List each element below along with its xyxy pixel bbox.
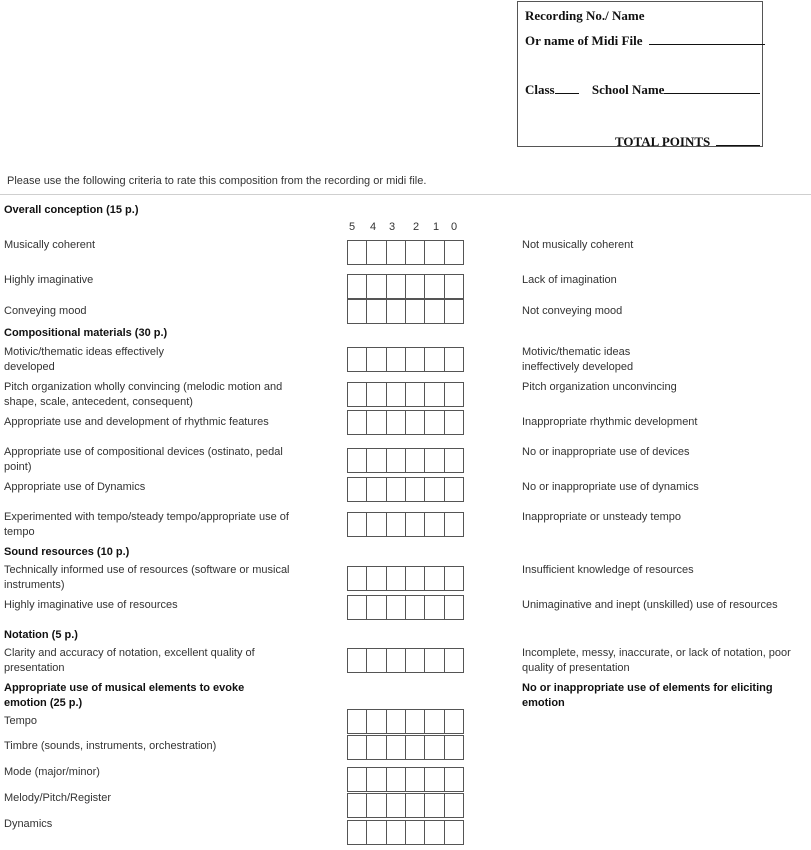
instruction-text: Please use the following criteria to rate this composition from the recording or midi file. — [7, 175, 427, 187]
rating-boxes[interactable] — [347, 410, 464, 435]
rating-boxes[interactable] — [347, 566, 464, 591]
scale-label-2: 2 — [413, 221, 420, 233]
rating-boxes[interactable] — [347, 820, 464, 845]
criterion-left: Musically coherent — [4, 239, 96, 251]
rating-boxes[interactable] — [347, 382, 464, 407]
scale-label-3: 3 — [389, 221, 396, 233]
midi-label: Or name of Midi File — [525, 33, 643, 48]
rating-boxes[interactable] — [347, 347, 464, 372]
scale-label-5: 5 — [349, 221, 356, 233]
rating-boxes[interactable] — [347, 767, 464, 792]
criterion-left: Melody/Pitch/Register — [4, 792, 111, 804]
criterion-left: Dynamics — [4, 818, 53, 830]
section-title-emotion: Appropriate use of musical elements to evoke emotion (25 p.) — [4, 682, 245, 709]
scale-label-1: 1 — [433, 221, 440, 233]
criterion-left: Tempo — [4, 715, 38, 727]
criterion-right: Inappropriate or unsteady tempo — [522, 511, 681, 523]
criterion-left: Technically informed use of resources (software or musical instruments) — [4, 564, 290, 591]
section-title-materials: Compositional materials (30 p.) — [4, 327, 168, 339]
class-field[interactable] — [555, 81, 579, 94]
criterion-left: Clarity and accuracy of notation, excellent quality of presentation — [4, 647, 255, 674]
rating-boxes[interactable] — [347, 648, 464, 673]
rating-boxes[interactable] — [347, 448, 464, 473]
criterion-left: Mode (major/minor) — [4, 766, 100, 778]
section-title-overall: Overall conception (15 p.) — [4, 204, 139, 216]
rating-boxes[interactable] — [347, 477, 464, 502]
criterion-left: Highly imaginative — [4, 274, 94, 286]
criterion-left: Appropriate use of Dynamics — [4, 481, 146, 493]
rating-boxes[interactable] — [347, 274, 464, 299]
divider — [0, 194, 811, 195]
criterion-left: Motivic/thematic ideas effectively developed — [4, 346, 164, 373]
rating-boxes[interactable] — [347, 512, 464, 537]
school-name-field[interactable] — [664, 81, 760, 94]
criterion-right: No or inappropriate use of dynamics — [522, 481, 699, 493]
school-label: School Name — [591, 82, 665, 97]
criterion-right: Lack of imagination — [522, 274, 617, 286]
total-points-field[interactable] — [716, 133, 760, 146]
criterion-left: Conveying mood — [4, 305, 87, 317]
criterion-right: Pitch organization unconvincing — [522, 381, 677, 393]
criterion-right: No or inappropriate use of devices — [522, 446, 690, 458]
header-info-box — [517, 1, 763, 147]
section-title-sound: Sound resources (10 p.) — [4, 546, 130, 558]
criterion-left: Timbre (sounds, instruments, orchestration) — [4, 740, 217, 752]
section-title-emotion-right: No or inappropriate use of elements for eliciting emotion — [522, 682, 773, 709]
class-label: Class — [525, 82, 555, 97]
scale-label-0: 0 — [451, 221, 458, 233]
total-points-label: TOTAL POINTS — [615, 134, 711, 149]
criterion-left: Appropriate use and development of rhythmic features — [4, 416, 269, 428]
midi-name-field[interactable] — [649, 32, 765, 45]
rating-boxes[interactable] — [347, 595, 464, 620]
criterion-right: Inappropriate rhythmic development — [522, 416, 698, 428]
criterion-right: Unimaginative and inept (unskilled) use of resources — [522, 599, 778, 611]
criterion-right: Not conveying mood — [522, 305, 623, 317]
criterion-left: Appropriate use of compositional devices (ostinato, pedal point) — [4, 446, 283, 473]
rating-boxes[interactable] — [347, 709, 464, 734]
criterion-right: Motivic/thematic ideas ineffectively developed — [522, 346, 634, 373]
scale-label-4: 4 — [370, 221, 377, 233]
criterion-left: Experimented with tempo/steady tempo/appropriate use of tempo — [4, 511, 289, 538]
criterion-right: Not musically coherent — [522, 239, 634, 251]
rating-boxes[interactable] — [347, 299, 464, 324]
criterion-left: Pitch organization wholly convincing (melodic motion and shape, scale, antecedent, consequent) — [4, 381, 283, 408]
rating-boxes[interactable] — [347, 793, 464, 818]
rating-boxes[interactable] — [347, 240, 464, 265]
section-title-notation: Notation (5 p.) — [4, 629, 78, 641]
criterion-right: Incomplete, messy, inaccurate, or lack of notation, poor quality of presentation — [522, 647, 791, 674]
rating-boxes[interactable] — [347, 735, 464, 760]
criterion-left: Highly imaginative use of resources — [4, 599, 178, 611]
recording-label: Recording No./ Name — [525, 8, 645, 23]
criterion-right: Insufficient knowledge of resources — [522, 564, 694, 576]
